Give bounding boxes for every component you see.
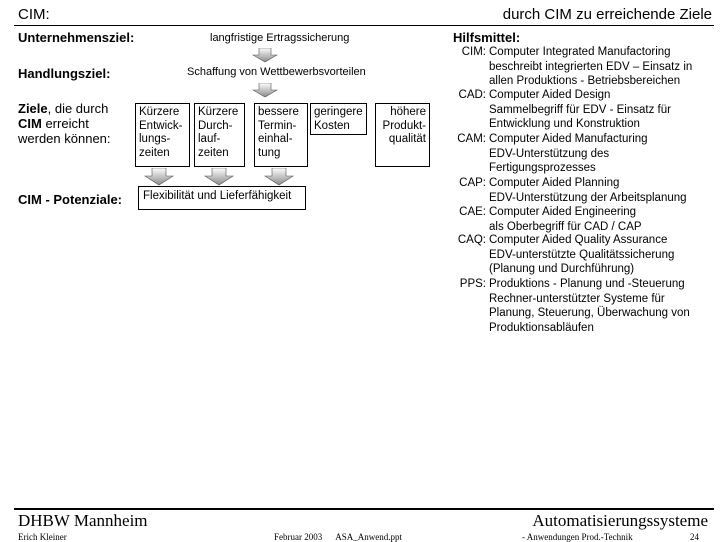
footer-institution: DHBW Mannheim <box>18 511 148 530</box>
down-arrow-icon <box>252 83 278 98</box>
down-arrow-icon <box>252 48 278 63</box>
definition-key: CIM: <box>461 46 486 58</box>
definition-value: Computer Aided Design Sammelbegriff für EDV - Einsatz für Entwicklung und Konstruktion <box>489 89 671 130</box>
definition-key: CAP: <box>459 177 486 189</box>
potenziale-value: Flexibilität und Lieferfähigkeit <box>138 186 306 210</box>
ziel-box-entwicklungszeiten: Kürzere Entwick-lungs-zeiten <box>135 103 190 167</box>
down-arrow-icon <box>144 168 174 186</box>
definition-value: Computer Aided Engineering als Oberbegriff für CAD / CAP <box>489 206 642 233</box>
footer-date-file: Februar 2003 ASA_Anwend.ppt <box>274 532 402 542</box>
definition-key: CAM: <box>457 133 486 145</box>
definition-key: CAE: <box>459 206 486 218</box>
slide-subtitle: durch CIM zu erreichende Ziele <box>502 6 712 23</box>
unternehmensziel-value: langfristige Ertragssicherung <box>210 32 350 44</box>
footer-page-number: 24 <box>690 532 699 542</box>
definition-value: Computer Aided Planning EDV-Unterstützung der Arbeitsplanung <box>489 177 687 204</box>
definition-value: Computer Integrated Manufactoring beschreibt integrierten EDV – Einsatz in allen Produktions - Betriebsbereichen <box>489 46 693 87</box>
ziel-box-termineinhaltung: bessere Termin-einhal-tung <box>254 103 308 167</box>
footer-topic: - Anwendungen Prod.-Technik <box>522 532 633 542</box>
definition-caq <box>448 233 716 278</box>
slide-title: CIM: <box>18 6 50 23</box>
hilfsmittel-heading: Hilfsmittel: <box>453 30 521 45</box>
down-arrow-icon <box>264 168 294 186</box>
definition-cae <box>448 205 716 235</box>
definition-cad <box>448 88 716 133</box>
definition-value: Produktions - Planung und -Steuerung Rechner-unterstützter Systeme für Planung, Steuerung, Überwachung von Produktionsabläufen <box>489 278 690 334</box>
unternehmensziel-label: Unternehmensziel: <box>18 30 135 45</box>
definition-value: Computer Aided Quality Assurance EDV-unterstützte Qualitätssicherung (Planung und Durchführung) <box>489 234 675 275</box>
footer-course-title: Automatisierungssysteme <box>532 511 708 530</box>
definition-cim <box>448 45 716 90</box>
definition-pps <box>448 277 716 337</box>
definition-cap <box>448 176 716 206</box>
handlungsziel-value: Schaffung von Wettbewerbsvorteilen <box>187 66 366 78</box>
definition-key: CAQ: <box>457 234 486 246</box>
ziel-box-produktqualitaet: höhere Produkt-qualität <box>375 103 430 167</box>
header-rule <box>14 25 714 26</box>
definition-key: CAD: <box>458 89 486 101</box>
ziel-box-kosten: geringere Kosten <box>310 103 367 135</box>
ziel-box-durchlaufzeiten: Kürzere Durch-lauf-zeiten <box>194 103 245 167</box>
definition-key: PPS: <box>459 278 486 290</box>
handlungsziel-label: Handlungsziel: <box>18 66 111 81</box>
footer-rule <box>14 508 714 510</box>
footer-author: Erich Kleiner <box>18 532 67 542</box>
down-arrow-icon <box>204 168 234 186</box>
ziele-label: Ziele, die durch CIM erreicht werden können: <box>18 101 111 146</box>
potenziale-label: CIM - Potenziale: <box>18 192 123 207</box>
definition-cam <box>448 132 716 177</box>
definition-value: Computer Aided Manufacturing EDV-Unterstützung des Fertigungsprozesses <box>489 133 648 174</box>
